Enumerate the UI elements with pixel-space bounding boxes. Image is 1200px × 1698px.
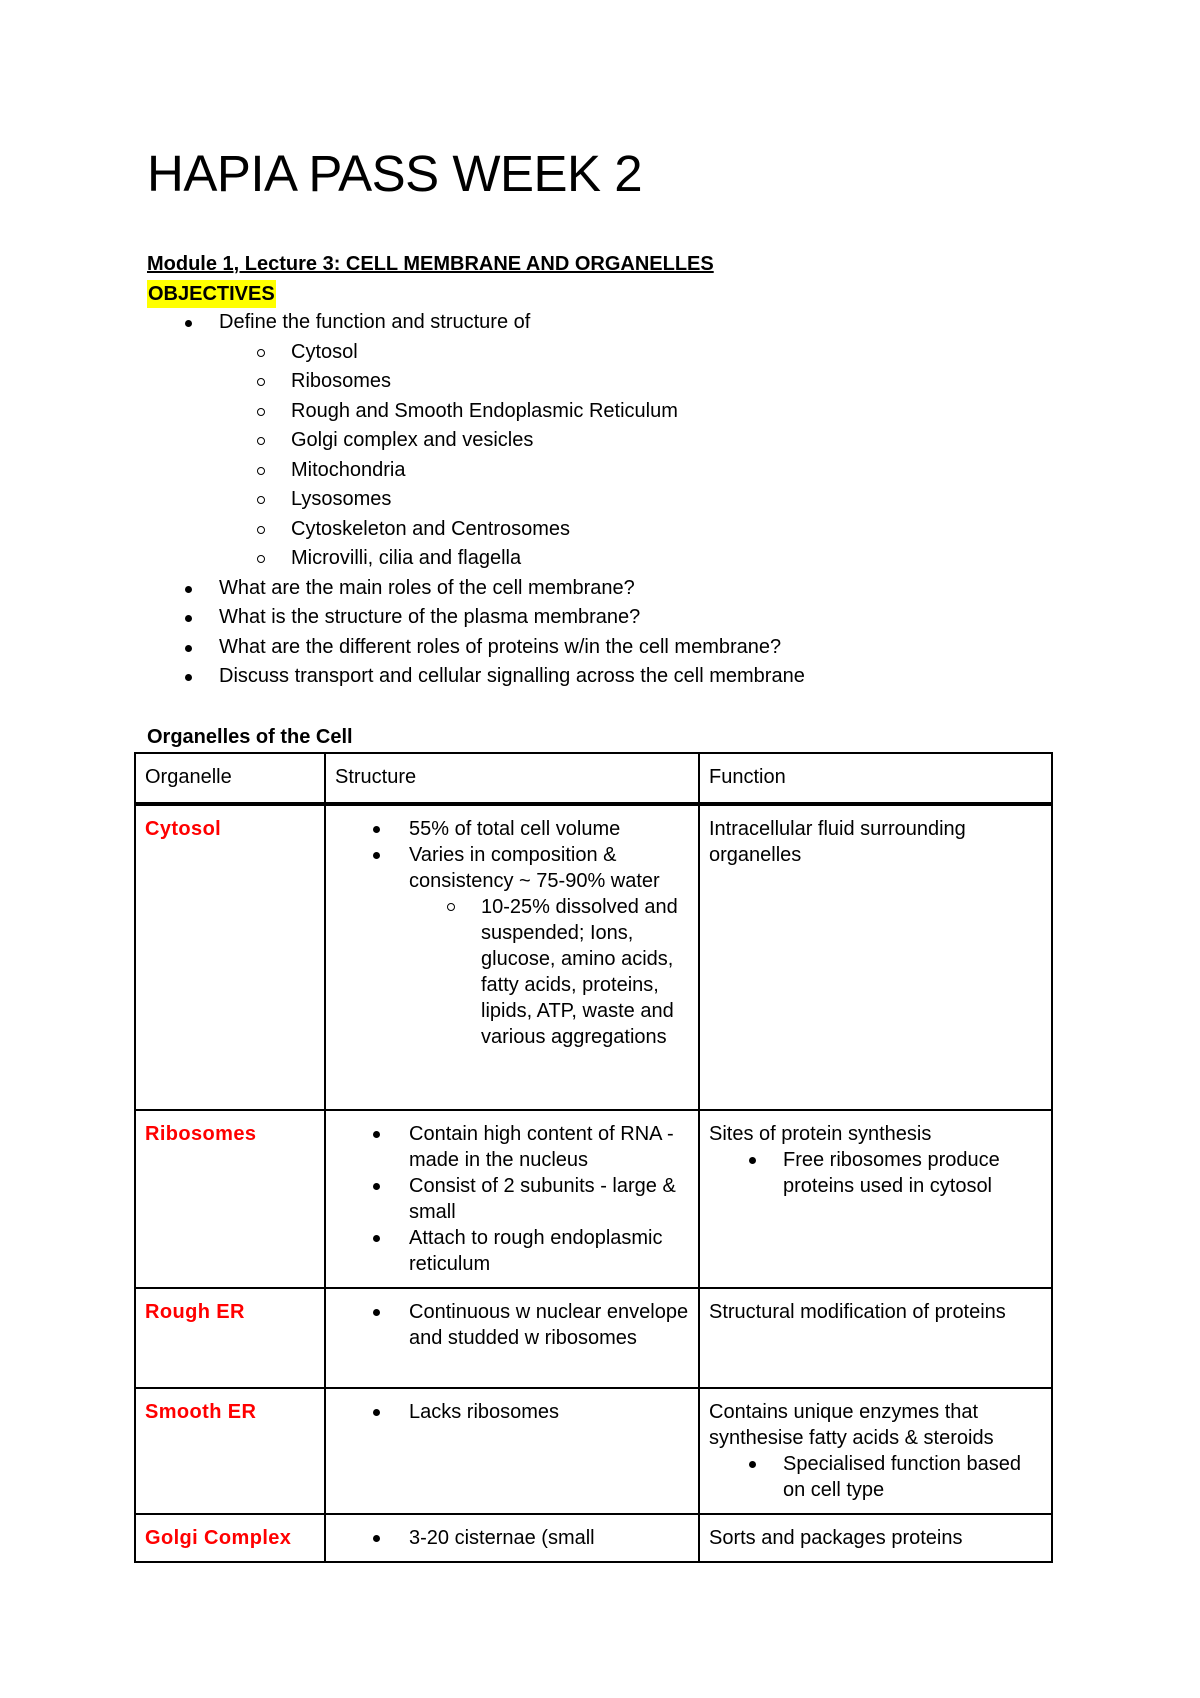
function-cell: [699, 1110, 1052, 1288]
organelle-cell: [135, 1514, 325, 1562]
function-list: [709, 1451, 1042, 1503]
objective-item: What are the different roles of proteins w/in the cell membrane?: [147, 633, 1107, 663]
organelle-cell: [135, 1288, 325, 1388]
structure-list: [335, 1299, 689, 1351]
table-header-row: [135, 753, 1052, 804]
function-cell: [699, 1514, 1052, 1562]
structure-item: 3-20 cisternae (small: [335, 1525, 689, 1551]
objectives-label: OBJECTIVES: [147, 280, 276, 308]
table-row: [135, 1110, 1052, 1288]
function-text: Sites of protein synthesis: [709, 1123, 932, 1145]
sublist-item: Cytoskeleton and Centrosomes: [147, 515, 1107, 545]
objective-item: What are the main roles of the cell membrane?: [147, 574, 1107, 604]
sublist-item: Golgi complex and vesicles: [147, 426, 1107, 456]
sublist-item: Mitochondria: [147, 456, 1107, 486]
function-text: Intracellular fluid surrounding organelles: [709, 818, 966, 866]
table-row: [135, 804, 1052, 1110]
organelle-cell: [135, 1388, 325, 1514]
structure-cell: [325, 1288, 699, 1388]
function-item: Specialised function based on cell type: [709, 1451, 1042, 1503]
header-organelle: Organelle: [135, 753, 325, 804]
function-cell: [699, 1288, 1052, 1388]
table-row: [135, 1514, 1052, 1562]
structure-cell: [325, 1514, 699, 1562]
structure-item: Continuous w nuclear envelope and studded w ribosomes: [335, 1299, 689, 1351]
organelle-sublist: [147, 338, 1107, 574]
structure-sublist: [335, 894, 689, 1050]
structure-list: [335, 816, 689, 894]
structure-item: Consist of 2 subunits - large & small: [335, 1173, 689, 1225]
function-list: [709, 1147, 1042, 1199]
function-text: Structural modification of proteins: [709, 1301, 1006, 1323]
organelle-name: Ribosomes: [145, 1123, 257, 1145]
objectives-list: [147, 308, 1107, 692]
organelle-cell: [135, 804, 325, 1110]
structure-list: [335, 1525, 689, 1551]
module-heading: Module 1, Lecture 3: CELL MEMBRANE AND ORGANELLES: [147, 253, 714, 275]
structure-item: Varies in composition & consistency ~ 75-90% water: [335, 842, 689, 894]
organelle-name: Cytosol: [145, 818, 222, 840]
structure-list: [335, 1121, 689, 1277]
document-title: HAPIA PASS WEEK 2: [147, 145, 643, 202]
objective-text: Define the function and structure of: [219, 311, 531, 333]
structure-item: Attach to rough endoplasmic reticulum: [335, 1225, 689, 1277]
header-structure: Structure: [325, 753, 699, 804]
structure-item: Contain high content of RNA - made in the nucleus: [335, 1121, 689, 1173]
objective-item: What is the structure of the plasma membrane?: [147, 603, 1107, 633]
sublist-item: Rough and Smooth Endoplasmic Reticulum: [147, 397, 1107, 427]
organelle-name: Golgi Complex: [145, 1527, 292, 1549]
structure-cell: [325, 1388, 699, 1514]
table-heading: Organelles of the Cell: [147, 726, 353, 748]
organelle-name: Rough ER: [145, 1301, 245, 1323]
structure-cell: [325, 1110, 699, 1288]
header-function: Function: [699, 753, 1052, 804]
objective-item: Discuss transport and cellular signalling across the cell membrane: [147, 662, 1107, 692]
objective-sublist-container: [147, 338, 1107, 574]
sublist-item: Microvilli, cilia and flagella: [147, 544, 1107, 574]
sublist-item: Ribosomes: [147, 367, 1107, 397]
function-text: Contains unique enzymes that synthesise fatty acids & steroids: [709, 1401, 994, 1449]
organelle-name: Smooth ER: [145, 1401, 257, 1423]
function-cell: [699, 1388, 1052, 1514]
sublist-item: Cytosol: [147, 338, 1107, 368]
sublist-item: Lysosomes: [147, 485, 1107, 515]
structure-item: 55% of total cell volume: [335, 816, 689, 842]
organelles-table: [134, 752, 1053, 1563]
structure-item: Lacks ribosomes: [335, 1399, 689, 1425]
table-row: [135, 1388, 1052, 1514]
function-text: Sorts and packages proteins: [709, 1527, 963, 1549]
table-row: [135, 1288, 1052, 1388]
structure-cell: [325, 804, 699, 1110]
function-cell: [699, 804, 1052, 1110]
organelle-cell: [135, 1110, 325, 1288]
objective-item: [147, 308, 1107, 338]
structure-list: [335, 1399, 689, 1425]
function-item: Free ribosomes produce proteins used in cytosol: [709, 1147, 1042, 1199]
structure-subitem: 10-25% dissolved and suspended; Ions, glucose, amino acids, fatty acids, proteins, lipids, ATP, waste and various aggregations: [335, 894, 689, 1050]
